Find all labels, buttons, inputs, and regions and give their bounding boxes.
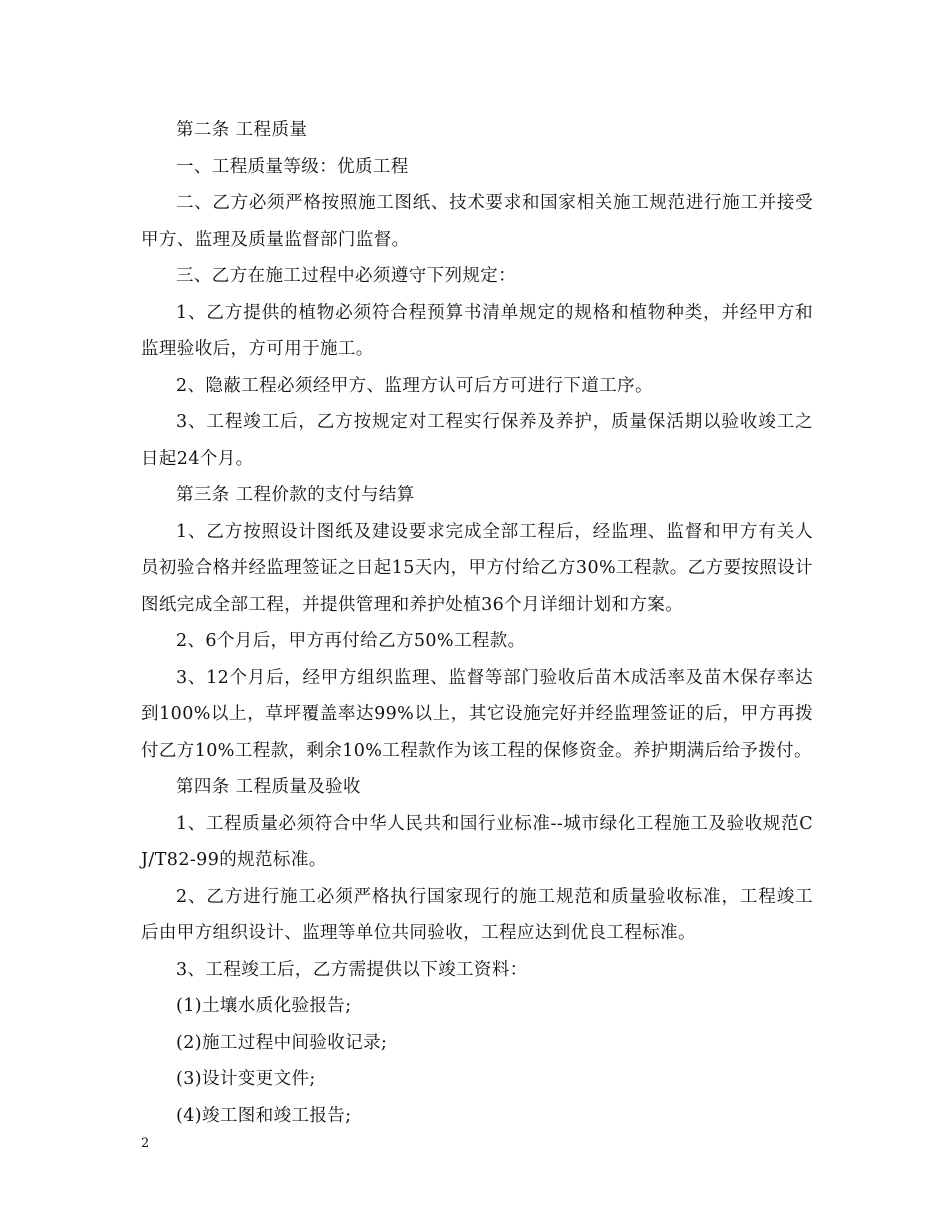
paragraph: 1、工程质量必须符合中华人民共和国行业标准--城市绿化工程施工及验收规范CJ/T82-99的规范标准。	[141, 813, 813, 870]
article-2-heading: 第二条 工程质量	[176, 120, 308, 140]
paragraph: 3、工程竣工后，乙方需提供以下竣工资料：	[176, 959, 528, 980]
paragraph: 1、乙方按照设计图纸及建设要求完成全部工程后，经监理、监督和甲方有关人员初验合格并经监理签证之日起15天内，甲方付给乙方30%工程款。乙方要按照设计图纸完成全部工程，并提供管理和养护处植36个月详细计划和方案。	[141, 521, 813, 615]
article-4-heading: 第四条 工程质量及验收	[176, 777, 361, 797]
paragraph: 一、工程质量等级：优质工程	[176, 156, 409, 177]
article-3-heading: 第三条 工程价款的支付与结算	[176, 485, 415, 505]
list-item: (4)竣工图和竣工报告;	[176, 1105, 352, 1126]
paragraph: 2、隐蔽工程必须经甲方、监理方认可后方可进行下道工序。	[176, 375, 653, 396]
paragraph: 二、乙方必须严格按照施工图纸、技术要求和国家相关施工规范进行施工并接受甲方、监理及质量监督部门监督。	[141, 193, 813, 250]
paragraph: 3、12个月后，经甲方组织监理、监督等部门验收后苗木成活率及苗木保存率达到100%以上，草坪覆盖率达99%以上，其它设施完好并经监理签证的后，甲方再拨付乙方10%工程款，剩余10%工程款作为该工程的保修资金。养护期满后给予拨付。	[141, 667, 813, 761]
paragraph: 3、工程竣工后，乙方按规定对工程实行保养及养护，质量保活期以验收竣工之日起24个月。	[141, 412, 813, 469]
list-item: (2)施工过程中间验收记录;	[176, 1032, 388, 1053]
list-item: (3)设计变更文件;	[176, 1069, 316, 1089]
paragraph: 2、乙方进行施工必须严格执行国家现行的施工规范和质量验收标准，工程竣工后由甲方组织设计、监理等单位共同验收，工程应达到优良工程标准。	[141, 886, 813, 943]
paragraph: 三、乙方在施工过程中必须遵守下列规定：	[176, 266, 517, 286]
document-body	[141, 112, 813, 1134]
page-number: 2	[141, 1136, 150, 1151]
list-item: (1)土壤水质化验报告;	[176, 996, 352, 1016]
paragraph: 2、6个月后，甲方再付给乙方50%工程款。	[176, 631, 526, 651]
paragraph: 1、乙方提供的植物必须符合程预算书清单规定的规格和植物种类，并经甲方和监理验收后，方可用于施工。	[141, 302, 813, 359]
